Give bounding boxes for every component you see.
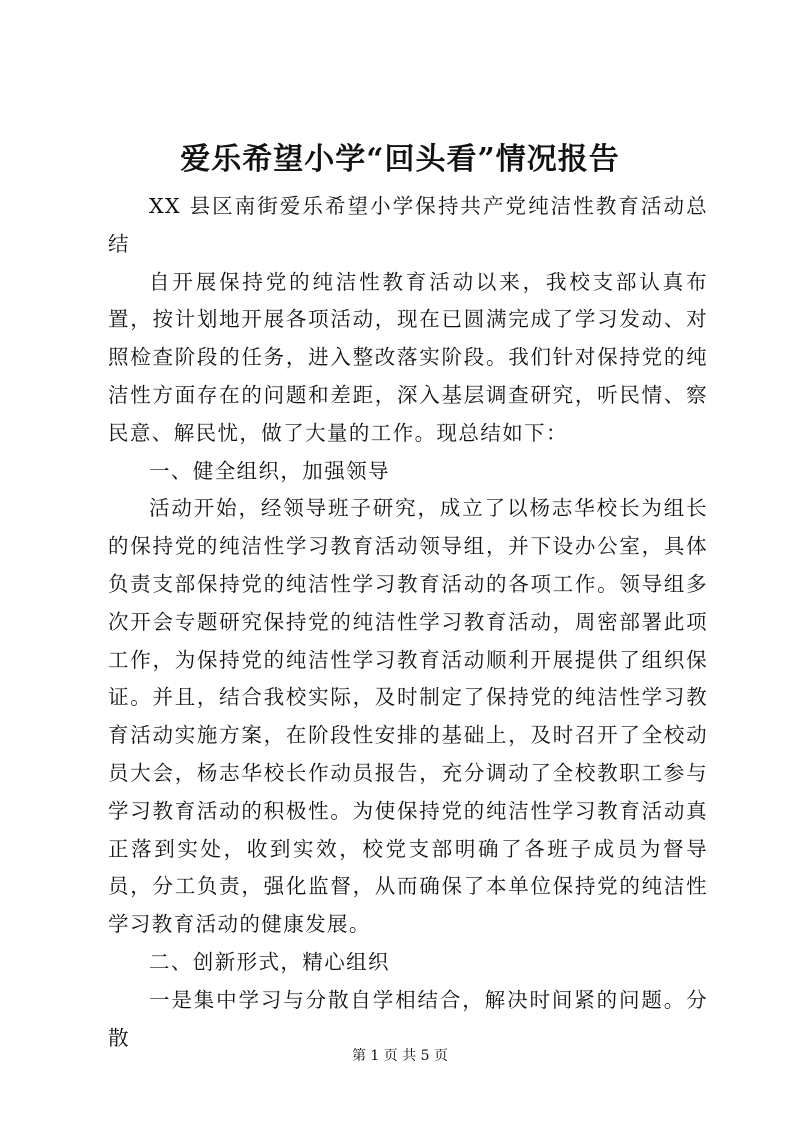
document-subtitle: XX 县区南街爱乐希望小学保持共产党纯洁性教育活动总结 (108, 194, 708, 256)
page-footer: 第 1 页 共 5 页 (351, 1048, 449, 1064)
section-heading-1: 一、健全组织，加强领导 (149, 458, 390, 483)
section-heading-2: 二、创新形式，精心组织 (149, 949, 390, 974)
document-title: 爱乐希望小学“回头看”情况报告 (180, 142, 620, 177)
document-body (108, 188, 708, 1057)
paragraph-intro: 自开展保持党的纯洁性教育活动以来，我校支部认真布置，按计划地开展各项活动，现在已圆满完成了学习发动、对照检查阶段的任务，进入整改落实阶段。我们针对保持党的纯洁性方面存在的问题和差距，深入基层调查研究，听民情、察民意、解民忧，做了大量的工作。现总结如下： (108, 269, 708, 445)
paragraph-section-1: 活动开始，经领导班子研究，成立了以杨志华校长为组长的保持党的纯洁性学习教育活动领导组，并下设办公室，具体负责支部保持党的纯洁性学习教育活动的各项工作。领导组多次开会专题研究保持党的纯洁性学习教育活动，周密部署此项工作，为保持党的纯洁性学习教育活动顺利开展提供了组织保证。并且，结合我校实际，及时制定了保持党的纯洁性学习教育活动实施方案，在阶段性安排的基础上，及时召开了全校动员大会，杨志华校长作动员报告，充分调动了全校教职工参与学习教育活动的积极性。为使保持党的纯洁性学习教育活动真正落到实处，收到实效，校党支部明确了各班子成员为督导员，分工负责，强化监督，从而确保了本单位保持党的纯洁性学习教育活动的健康发展。 (108, 496, 708, 937)
paragraph-section-2: 一是集中学习与分散自学相结合，解决时间紧的问题。分散 (108, 987, 708, 1050)
